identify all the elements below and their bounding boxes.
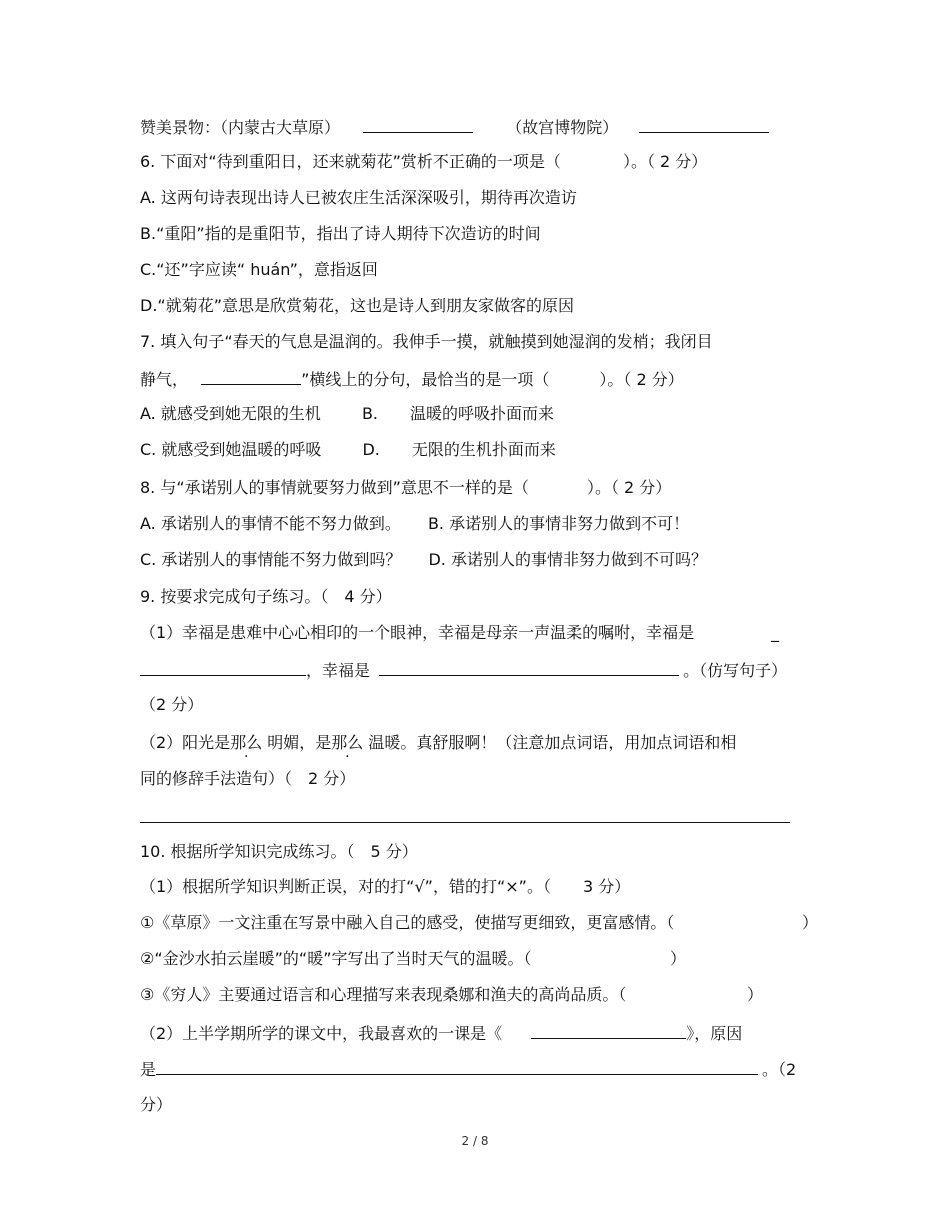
- q9-part1-cont: ，幸福是 。（仿写句子）: [140, 659, 787, 681]
- q7-options-cd: [140, 440, 556, 460]
- dotted-word-1: 那么: [230, 733, 263, 752]
- q10-item-3: ③《穷人》主要通过语言和心理描写来表现桑娜和渔夫的高尚品质。（: [140, 985, 627, 1004]
- blank-q9-1a[interactable]: [140, 659, 306, 676]
- question-6: 6. 下面对“待到重阳日，还来就菊花”赏析不正确的一项是（ ）。（ 2 分）: [140, 152, 708, 171]
- q6-option-b[interactable]: B.“重阳”指的是重阳节，指出了诗人期待下次造访的时间: [140, 224, 541, 243]
- q9-part2-cont: 同的修辞手法造句）（ 2 分）: [140, 769, 356, 788]
- q10-part2-cont: 是 。（2: [140, 1060, 797, 1079]
- question-7: 7. 填入句子“春天的气息是温润的。我伸手一摸，就触摸到她湿润的发梢；我闭目: [140, 332, 713, 351]
- q7-options-ab: [140, 404, 554, 424]
- blank-reason[interactable]: [156, 1058, 758, 1075]
- q10-item-1-close: ）: [802, 913, 819, 932]
- q8-option-c[interactable]: C. 承诺别人的事情能不努力做到吗？: [140, 550, 402, 569]
- question-7-cont: 静气， ”横线上的分句，最恰当的是一项（ ）。（ 2 分）: [140, 370, 684, 389]
- blank-favorite-lesson[interactable]: [531, 1022, 686, 1039]
- q10-item-3-close: ）: [747, 985, 764, 1004]
- q10-part2: （2）上半学期所学的课文中，我最喜欢的一课是《 》，原因: [140, 1024, 743, 1043]
- q8-option-d[interactable]: D. 承诺别人的事情非努力做到不可吗？: [428, 550, 707, 569]
- q9-part2: （2）阳光是那么 明媚，是那么 温暖。真舒服啊！（注意加点词语，用加点词语和相: [140, 733, 737, 752]
- blank-q9-1b[interactable]: [379, 659, 679, 676]
- question-10: 10. 根据所学知识完成练习。（ 5 分）: [140, 842, 418, 861]
- q10-part1: （1）根据所学知识判断正误，对的打“√”，错的打“×”。（ 3 分）: [140, 877, 631, 896]
- q10-item-2-close: ）: [670, 949, 687, 968]
- q10-part2-score: 分）: [140, 1095, 173, 1114]
- q8-options-ab: [140, 514, 689, 534]
- q6-option-a[interactable]: A. 这两句诗表现出诗人已被农庄生活深深吸引，期待再次造访: [140, 188, 577, 207]
- q6-option-d[interactable]: D.“就菊花”意思是欣赏菊花，这也是诗人到朋友家做客的原因: [140, 296, 574, 315]
- question-9: 9. 按要求完成句子练习。（ 4 分）: [140, 587, 392, 606]
- q10-item-2: ②“金沙水拍云崖暖”的“暖”字写出了当时天气的温暖。（: [140, 949, 532, 968]
- q8-option-b[interactable]: B. 承诺别人的事情非努力做到不可！: [427, 514, 690, 533]
- text-palace: （故宫博物院）: [506, 118, 619, 137]
- q8-option-a[interactable]: A. 承诺别人的事情不能不努力做到。: [140, 514, 401, 533]
- q9-part1-score: （2 分）: [140, 695, 204, 714]
- question-8: 8. 与“承诺别人的事情就要努力做到”意思不一样的是（ ）。（ 2 分）: [140, 478, 672, 497]
- q6-option-c[interactable]: C.“还”字应读“ huán”，意指返回: [140, 260, 378, 279]
- blank-grassland[interactable]: [363, 116, 473, 133]
- text-grassland: 赞美景物：（内蒙古大草原）: [140, 118, 341, 137]
- answer-line-q9-2[interactable]: [140, 822, 790, 823]
- q7-option-c[interactable]: C. 就感受到她温暖的呼吸: [140, 440, 322, 459]
- q10-item-1: ①《草原》一文注重在写景中融入自己的感受，使描写更细致，更富感情。（: [140, 913, 675, 932]
- blank-palace[interactable]: [639, 116, 769, 133]
- q9-part1: （1）幸福是患难中心心相印的一个眼神，幸福是母亲一声温柔的嘱咐，幸福是: [140, 623, 695, 642]
- q7-option-b[interactable]: B. 温暖的呼吸扑面而来: [361, 404, 555, 423]
- page-number: 2 / 8: [461, 1134, 489, 1148]
- blank-q7[interactable]: [201, 368, 301, 385]
- q7-option-d[interactable]: D. 无限的生机扑面而来: [362, 440, 556, 459]
- q8-options-cd: [140, 550, 707, 570]
- line-scenery: [140, 116, 769, 138]
- q7-option-a[interactable]: A. 就感受到她无限的生机: [140, 404, 321, 423]
- q9-underscore: _: [771, 623, 779, 642]
- dotted-word-2: 那么: [331, 733, 364, 752]
